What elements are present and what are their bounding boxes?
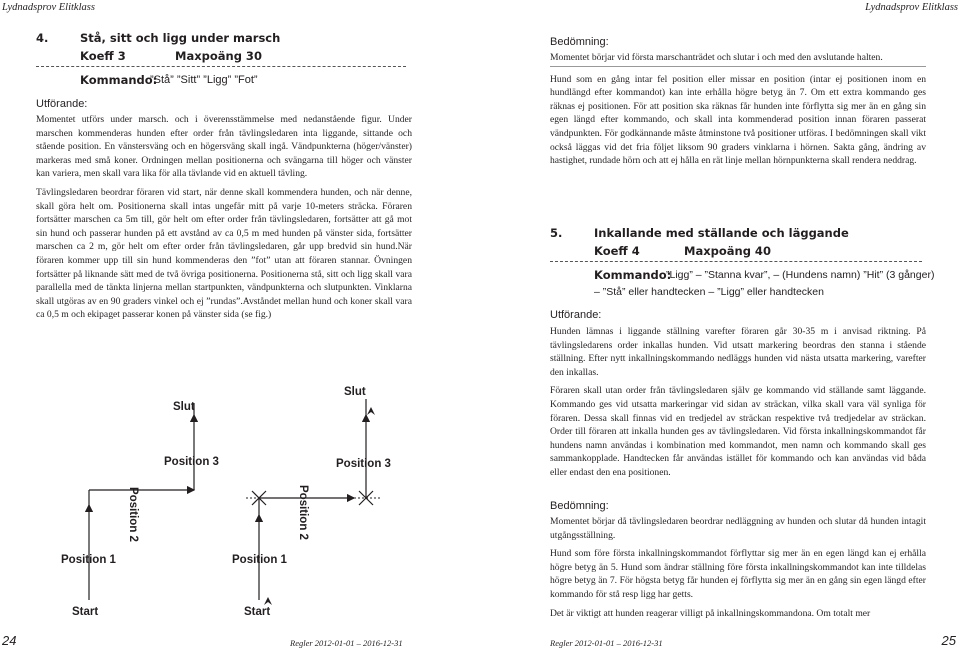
section-4-body — [36, 113, 412, 327]
section-5-utforande-label: Utförande: — [550, 309, 602, 321]
section-5-divider — [550, 261, 922, 262]
running-header-right: Lydnadsprov Elitklass — [865, 2, 958, 13]
section-4-maxpoang: Maxpoäng 30 — [175, 49, 262, 63]
diagram-b-start-label: Start — [244, 606, 271, 618]
section-5-utf-para1: Hunden lämnas i liggande ställning varefter föraren går 30-35 m i anvisad riktning. På tävlingsledarens order inkallas hunden. Vid utsatt markering beordras den stanna i stående ställning. Efter nytt inkallningskommando nedläggs hunden vid nästa utsatta markering, varefter den inkallas. — [550, 326, 926, 378]
footer-right: Regler 2012-01-01 – 2016-12-31 — [550, 638, 663, 648]
diagram-b-position3-label: Position 3 — [336, 458, 391, 470]
section-5-kommando-line1: ”Ligg” – ”Stanna kvar”, – (Hundens namn) ”Hit” (3 gånger) — [666, 269, 935, 281]
bedomning-4-label: Bedömning: — [550, 36, 609, 48]
bedomning-5-para2: Hund som före första inkallningskommandot förflyttar sig mer än en egen längd kan ej erhålla högre betyg än 5. Hund som ändrar ställning före första inkallningskommandot kan inte tilldelas högre betyg än 7. För högsta betyg får hunden ej förflytta sig mer än en gång sin egen längd efter kommando för stå resp ligg har getts. — [550, 548, 926, 600]
footer-left: Regler 2012-01-01 – 2016-12-31 — [290, 638, 403, 648]
bedomning-5-label: Bedömning: — [550, 500, 609, 512]
section-4-koeff: Koeff 3 — [80, 49, 126, 63]
diagram-b-position2-label: Position 2 — [297, 485, 309, 540]
bedomning-5-para3: Det är viktigt att hunden reagerar villigt på inkallningskommandona. Om totalt mer — [550, 607, 871, 619]
bedomning-4-para1: Momentet börjar vid första marschanträdet och slutar i och med den avslutande halten. — [550, 51, 926, 67]
section-4-para2: Tävlingsledaren beordrar föraren vid start, när denne skall kommendera hunden, och när denne, skall göra helt om. Positionerna skall intas ungefär mitt på varje 10-meters sträcka. Föraren fortsätter marschen ca 5m till, gör helt om efter order från tävlingsledaren, fortsätter att gå mot sin hund och passerar hunden på ett avstånd av ca 0,5 m med hunden på vänster sida, fortsätter marschen ca 2 m, gör helt om efter order från tävlingsledaren, går upp bredvid sin hund.När föraren kommer upp till sin hund kommenderas den ”fot” utan att föraren stannar. Övningen fortsätter på liknande sätt med de två övriga positionerna. Positionerna stå, sitt och ligg skall vara parallella med de tänkta linjerna mellan startpunkten, vändpunkterna och slutpunkten. Vinklarna skall utgöras av en 90 graders vinkel och ej ”rundas”.Avståndet mellan hund och koner skall vara ca 0,5 m och ekipaget passerar konen på vänster sida (se fig.) — [36, 186, 412, 321]
section-4-utforande-label: Utförande: — [36, 98, 88, 110]
section-4-para1: Momentet utförs under marsch. och i överensstämmelse med nedanstående figur. Under marschen kommenderas hunden efter order från tävlingsledaren inta liggande, sittande och stående position. En vänstersväng och en högersväng skall ingå. Vändpunkterna (höger/vänster) markeras med små koner. Ordningen mellan positionerna och svängarna till höger och vänster kan variera, men skall vara lika för alla tävlande vid en aktuell tävling. — [36, 114, 412, 180]
section-4-number: 4. — [36, 31, 49, 45]
section-4-title: Stå, sitt och ligg under marsch — [80, 31, 281, 45]
page-number-right: 25 — [941, 633, 956, 648]
diagram-b-slut-label: Slut — [344, 386, 366, 398]
diagram-a-slut-label: Slut — [173, 401, 195, 413]
bedomning-5-body — [550, 515, 926, 625]
section-5-maxpoang: Maxpoäng 40 — [684, 244, 771, 258]
diagram-a-position1-label: Position 1 — [61, 554, 116, 566]
diagram-b-position1-label: Position 1 — [232, 554, 287, 566]
bedomning-4-para2: Hund som en gång intar fel position eller missar en position (intar ej positionen inom en hundlängd efter kommandot) kan inte erhålla högre betyg än 7. Om ett extra kommando ges räknas ej positionen. För att position ska räknas får hunden inte förflytta sig mer än en gång sin egen längd efter kommando, och skall inta kommenderad position innan föraren passerat vändpunkten. För godkännande måste åtminstone två positioner utföras. I bedömningen skall vikt också läggas vid det fria följet liksom 90 graders vinklarna i hörnen. Sakta gång, ändring av hastighet, rundade hörn och att ej hålla en rät linje mellan hörnpunkterna skall rendera neddrag. — [550, 73, 926, 167]
section-5-utf-para2: Föraren skall utan order från tävlingsledaren själv ge kommando vid ställande samt läggande. Kommando ges vid utsatta markeringar vid sidan av sträckan, vilka skall vara väl synliga för föraren. Dessa skall finnas vid en tredjedel av sträckan respektive två tredjedelar av sträckan. Order till föraren att inkalla hunden ges av tävlingsledaren. Vid första inkallningskommandot får hundens namn användas i kombination med kommandot, men namn och kommando skall ges sammankopplade. Handtecken får användas istället för kommando och kan användas vid båda eller endast den ena positionen. — [550, 385, 926, 478]
section-5-kommando-line2: – ”Stå” eller handtecken – ”Ligg” eller handtecken — [594, 286, 824, 298]
page-number-left: 24 — [2, 633, 17, 648]
section-4-kommando-text: ”Stå” ”Sitt” ”Ligg” ”Fot” — [150, 74, 258, 86]
diagram-b — [232, 386, 391, 618]
section-5-utforande-body — [550, 325, 926, 485]
section-5-kommando-label: Kommando: — [594, 268, 672, 282]
diagram-a-position2-label: Position 2 — [127, 487, 139, 542]
running-header-left: Lydnadsprov Elitklass — [2, 2, 95, 13]
diagram-b-start-star — [264, 597, 272, 605]
section-5-title: Inkallande med ställande och läggande — [594, 226, 849, 240]
marsch-diagram — [36, 375, 416, 620]
section-4-divider — [36, 66, 406, 67]
diagram-a-start-label: Start — [72, 606, 99, 618]
bedomning-4-body — [550, 51, 926, 173]
diagram-a — [61, 401, 219, 618]
diagram-b-slut-star — [367, 407, 375, 415]
section-4-kommando-label: Kommando: — [80, 73, 158, 87]
bedomning-5-para1: Momentet börjar då tävlingsledaren beordrar nedläggning av hunden och slutar då hunden intagit utgångsställning. — [550, 516, 926, 541]
section-5-koeff: Koeff 4 — [594, 244, 640, 258]
diagram-a-position3-label: Position 3 — [164, 456, 219, 468]
section-5-number: 5. — [550, 226, 563, 240]
